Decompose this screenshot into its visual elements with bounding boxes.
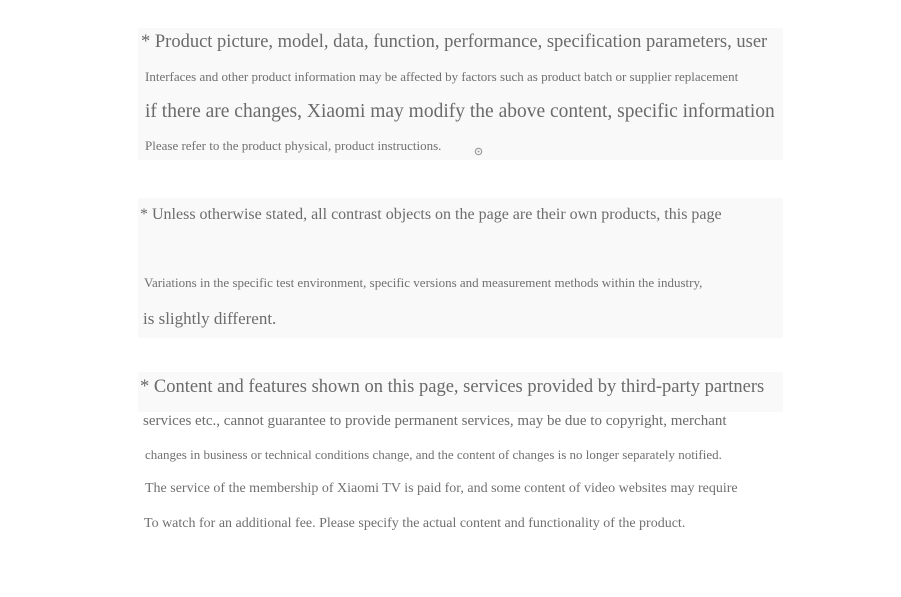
notice-2-line-1: * Unless otherwise stated, all contrast objects on the page are their own products, this page: [140, 206, 722, 223]
notice-1-line-3: if there are changes, Xiaomi may modify the above content, specific information: [145, 101, 775, 122]
notice-3-line-4: The service of the membership of Xiaomi TV is paid for, and some content of video websites may require: [145, 481, 738, 496]
notice-1-line-2: Interfaces and other product information may be affected by factors such as product batch or supplier replacement: [145, 69, 739, 84]
notice-2-line-3: is slightly different.: [143, 309, 277, 328]
cursor-icon: [474, 147, 483, 156]
notice-3-line-2: services etc., cannot guarantee to provide permanent services, may be due to copyright, merchant: [143, 413, 727, 429]
notice-3-line-3: changes in business or technical conditions change, and the content of changes is no longer separately notified.: [145, 447, 722, 462]
notice-1-line-4: Please refer to the product physical, product instructions.: [145, 138, 442, 153]
notice-1-line-1: * Product picture, model, data, function, performance, specification parameters, user: [141, 32, 768, 52]
notice-3-line-5: To watch for an additional fee. Please specify the actual content and functionality of the product.: [144, 516, 686, 531]
notice-2-line-2: Variations in the specific test environment, specific versions and measurement methods within the industry,: [144, 275, 703, 290]
notice-3-line-1: * Content and features shown on this page, services provided by third-party partners: [140, 377, 765, 397]
